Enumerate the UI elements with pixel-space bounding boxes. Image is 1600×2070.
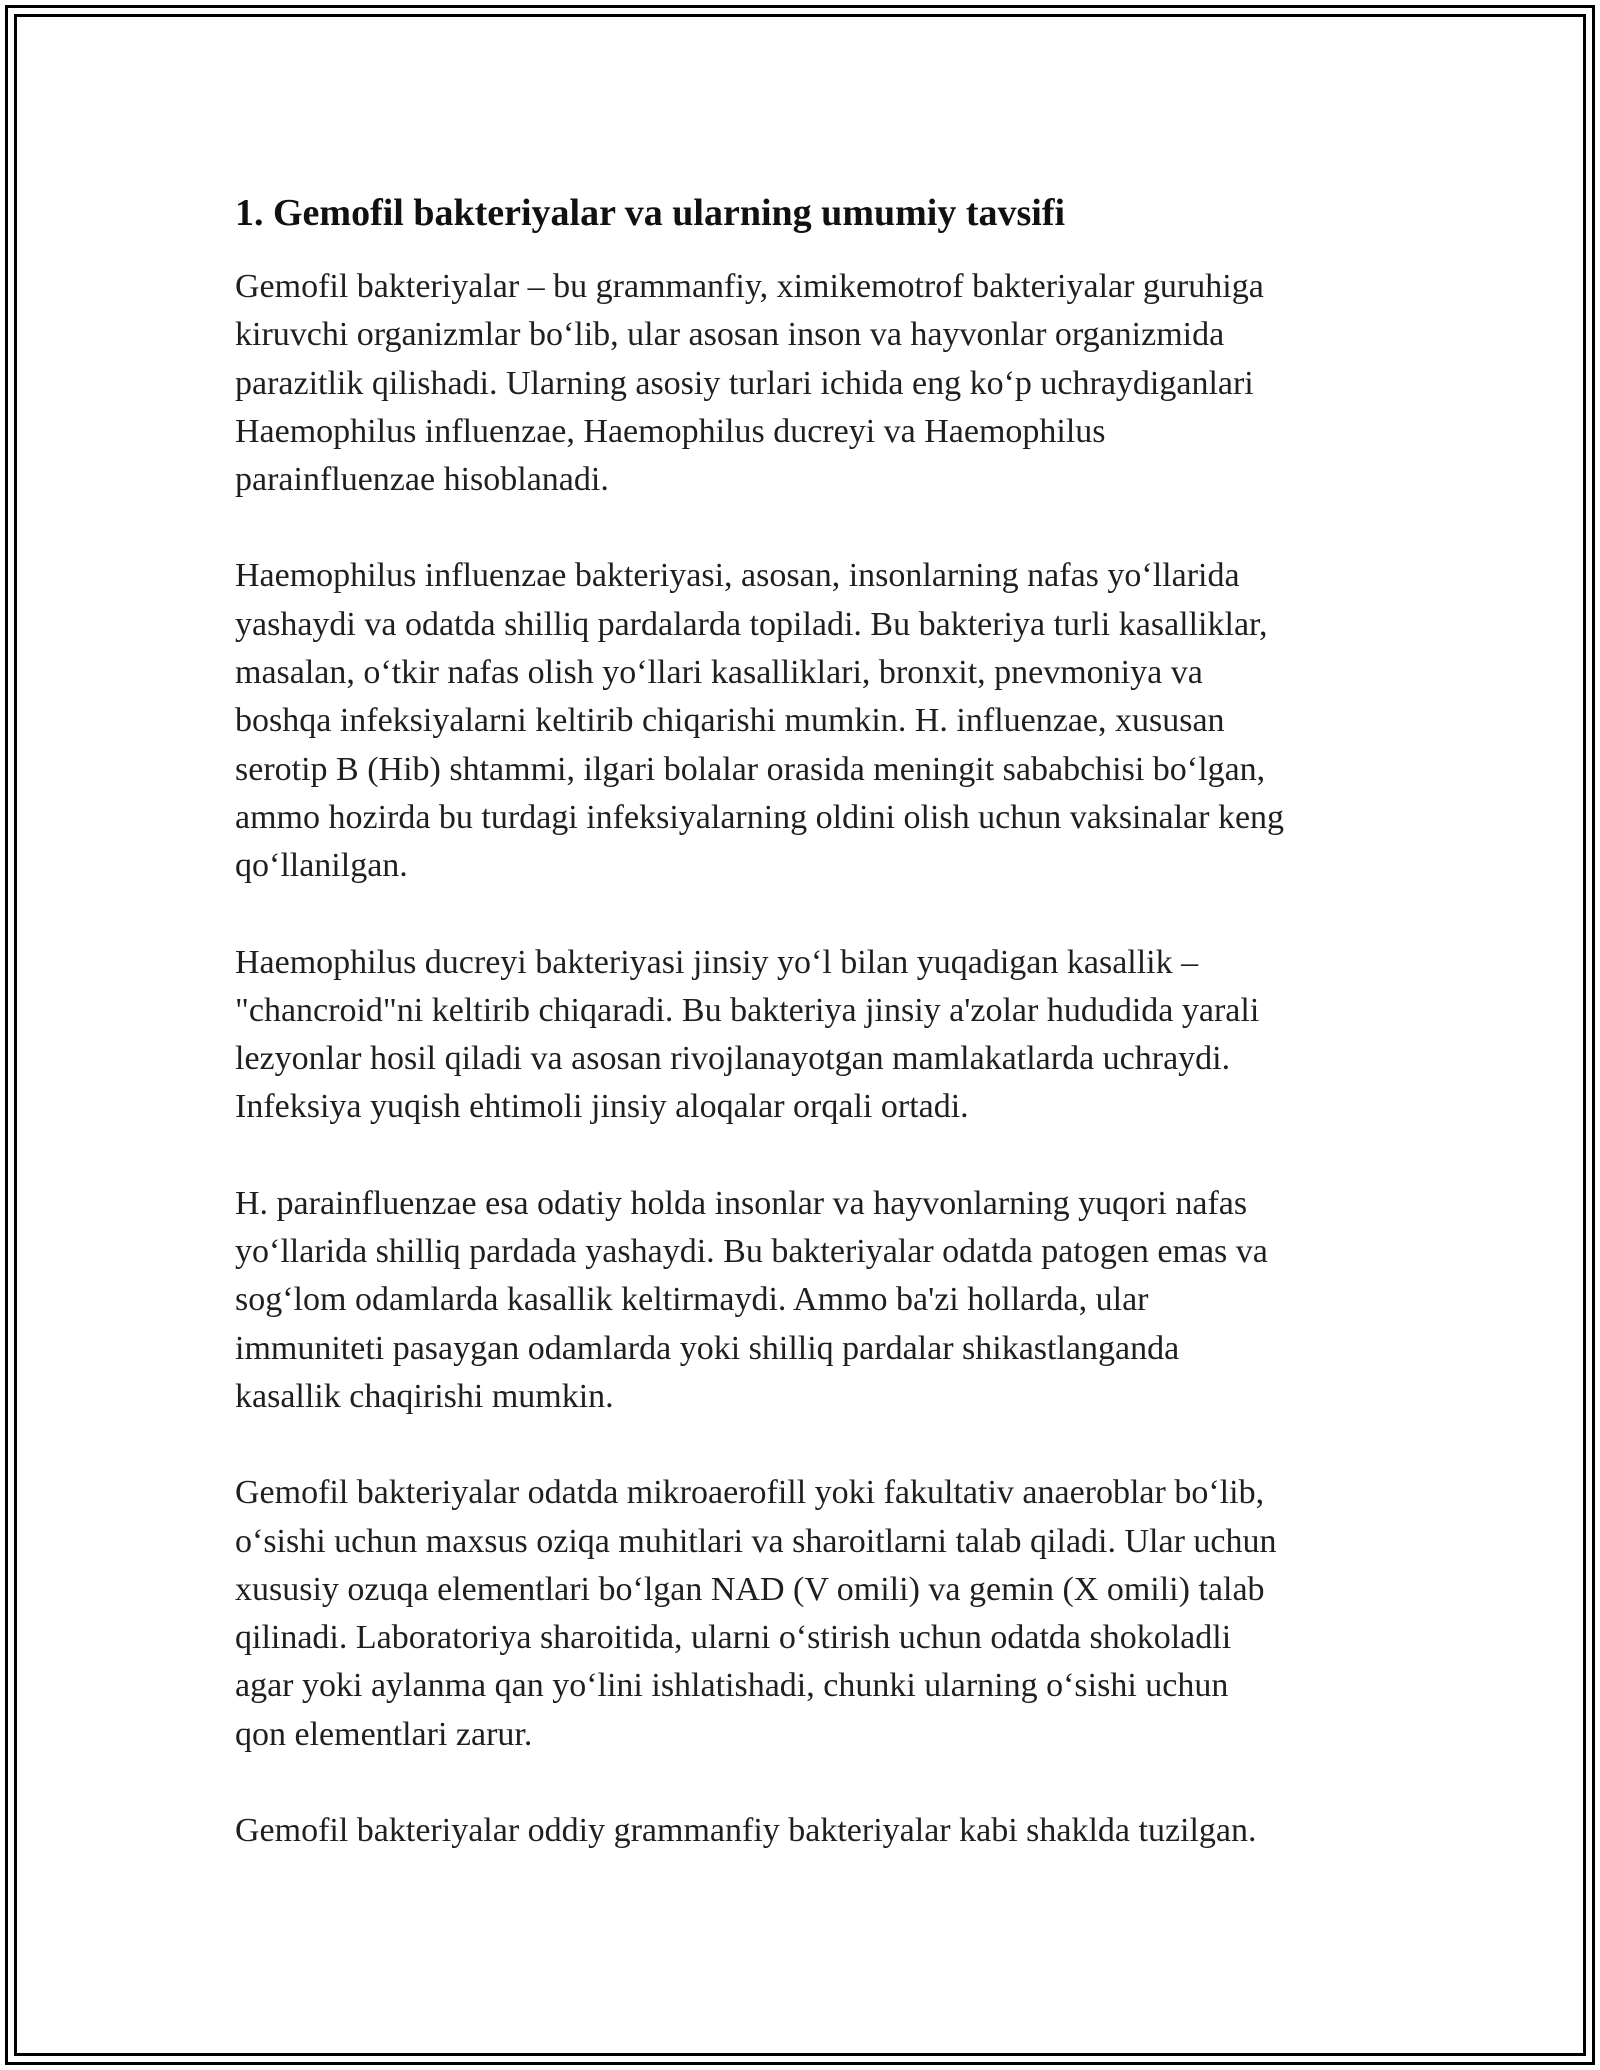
paragraph-line: xususiy ozuqa elementlari boʻlgan NAD (V omili) va gemin (X omili) talab — [235, 1570, 1265, 1608]
paragraph — [235, 1807, 1385, 1855]
paragraph-line: yoʻllarida shilliq pardada yashaydi. Bu bakteriyalar odatda patogen emas va — [235, 1233, 1268, 1271]
paragraph-line: yashaydi va odatda shilliq pardalarda topiladi. Bu bakteriya turli kasalliklar, — [235, 605, 1268, 643]
paragraph-line: boshqa infeksiyalarni keltirib chiqarishi mumkin. H. influenzae, xususan — [235, 702, 1225, 740]
paragraph-line: ammo hozirda bu turdagi infeksiyalarning oldini olish uchun vaksinalar keng — [235, 798, 1285, 836]
section-heading: 1. Gemofil bakteriyalar va ularning umumiy tavsifi — [235, 192, 1066, 234]
paragraph-line: masalan, oʻtkir nafas olish yoʻllari kasalliklari, bronxit, pnevmoniya va — [235, 654, 1203, 692]
paragraph-line: sogʻlom odamlarda kasallik keltirmaydi. Ammo ba'zi hollarda, ular — [235, 1281, 1149, 1319]
paragraph-line: qilinadi. Laboratoriya sharoitida, ularni oʻstirish uchun odatda shokoladli — [235, 1619, 1232, 1657]
paragraph-line: "chancroid"ni keltirib chiqaradi. Bu bakteriya jinsiy a'zolar hududida yarali — [235, 991, 1260, 1029]
paragraph-line: qoʻllanilgan. — [235, 847, 408, 885]
paragraph-line: H. parainfluenzae esa odatiy holda insonlar va hayvonlarning yuqori nafas — [235, 1184, 1248, 1222]
paragraph-line: serotip B (Hib) shtammi, ilgari bolalar orasida meningit sababchisi boʻlgan, — [235, 750, 1266, 788]
paragraph-line: Haemophilus influenzae bakteriyasi, asosan, insonlarning nafas yoʻllarida — [235, 557, 1240, 595]
paragraph-line: Haemophilus ducreyi bakteriyasi jinsiy yoʻl bilan yuqadigan kasallik – — [235, 943, 1199, 981]
paragraph-line: kiruvchi organizmlar boʻlib, ular asosan inson va hayvonlar organizmida — [235, 316, 1225, 354]
paragraph-line: oʻsishi uchun maxsus oziqa muhitlari va sharoitlarni talab qiladi. Ular uchun — [235, 1522, 1277, 1560]
paragraph-line: immuniteti pasaygan odamlarda yoki shilliq pardalar shikastlanganda — [235, 1329, 1180, 1367]
paragraph-list — [235, 263, 1385, 1855]
paragraph-line: kasallik chaqirishi mumkin. — [235, 1377, 614, 1415]
paragraph-line: lezyonlar hosil qiladi va asosan rivojlanayotgan mamlakatlarda uchraydi. — [235, 1040, 1231, 1078]
paragraph — [235, 263, 1385, 504]
paragraph-line: parainfluenzae hisoblanadi. — [235, 461, 609, 499]
paragraph — [235, 552, 1385, 890]
paragraph — [235, 1180, 1385, 1421]
paragraph-line: qon elementlari zarur. — [235, 1715, 533, 1753]
paragraph-line: Gemofil bakteriyalar odatda mikroaerofill yoki fakultativ anaeroblar boʻlib, — [235, 1474, 1265, 1512]
paragraph-line: agar yoki aylanma qan yoʻlini ishlatishadi, chunki ularning oʻsishi uchun — [235, 1667, 1229, 1705]
document-body — [235, 183, 1385, 1903]
paragraph-line: Gemofil bakteriyalar – bu grammanfiy, ximikemotrof bakteriyalar guruhiga — [235, 268, 1264, 305]
paragraph — [235, 1469, 1385, 1759]
paragraph-line: parazitlik qilishadi. Ularning asosiy turlari ichida eng koʻp uchraydiganlari — [235, 364, 1254, 402]
paragraph — [235, 939, 1385, 1132]
paragraph-line: Haemophilus influenzae, Haemophilus ducreyi va Haemophilus — [235, 412, 1106, 450]
paragraph-line: Infeksiya yuqish ehtimoli jinsiy aloqalar orqali ortadi. — [235, 1088, 969, 1126]
paragraph-line: Gemofil bakteriyalar oddiy grammanfiy bakteriyalar kabi shaklda tuzilgan. — [235, 1812, 1257, 1850]
